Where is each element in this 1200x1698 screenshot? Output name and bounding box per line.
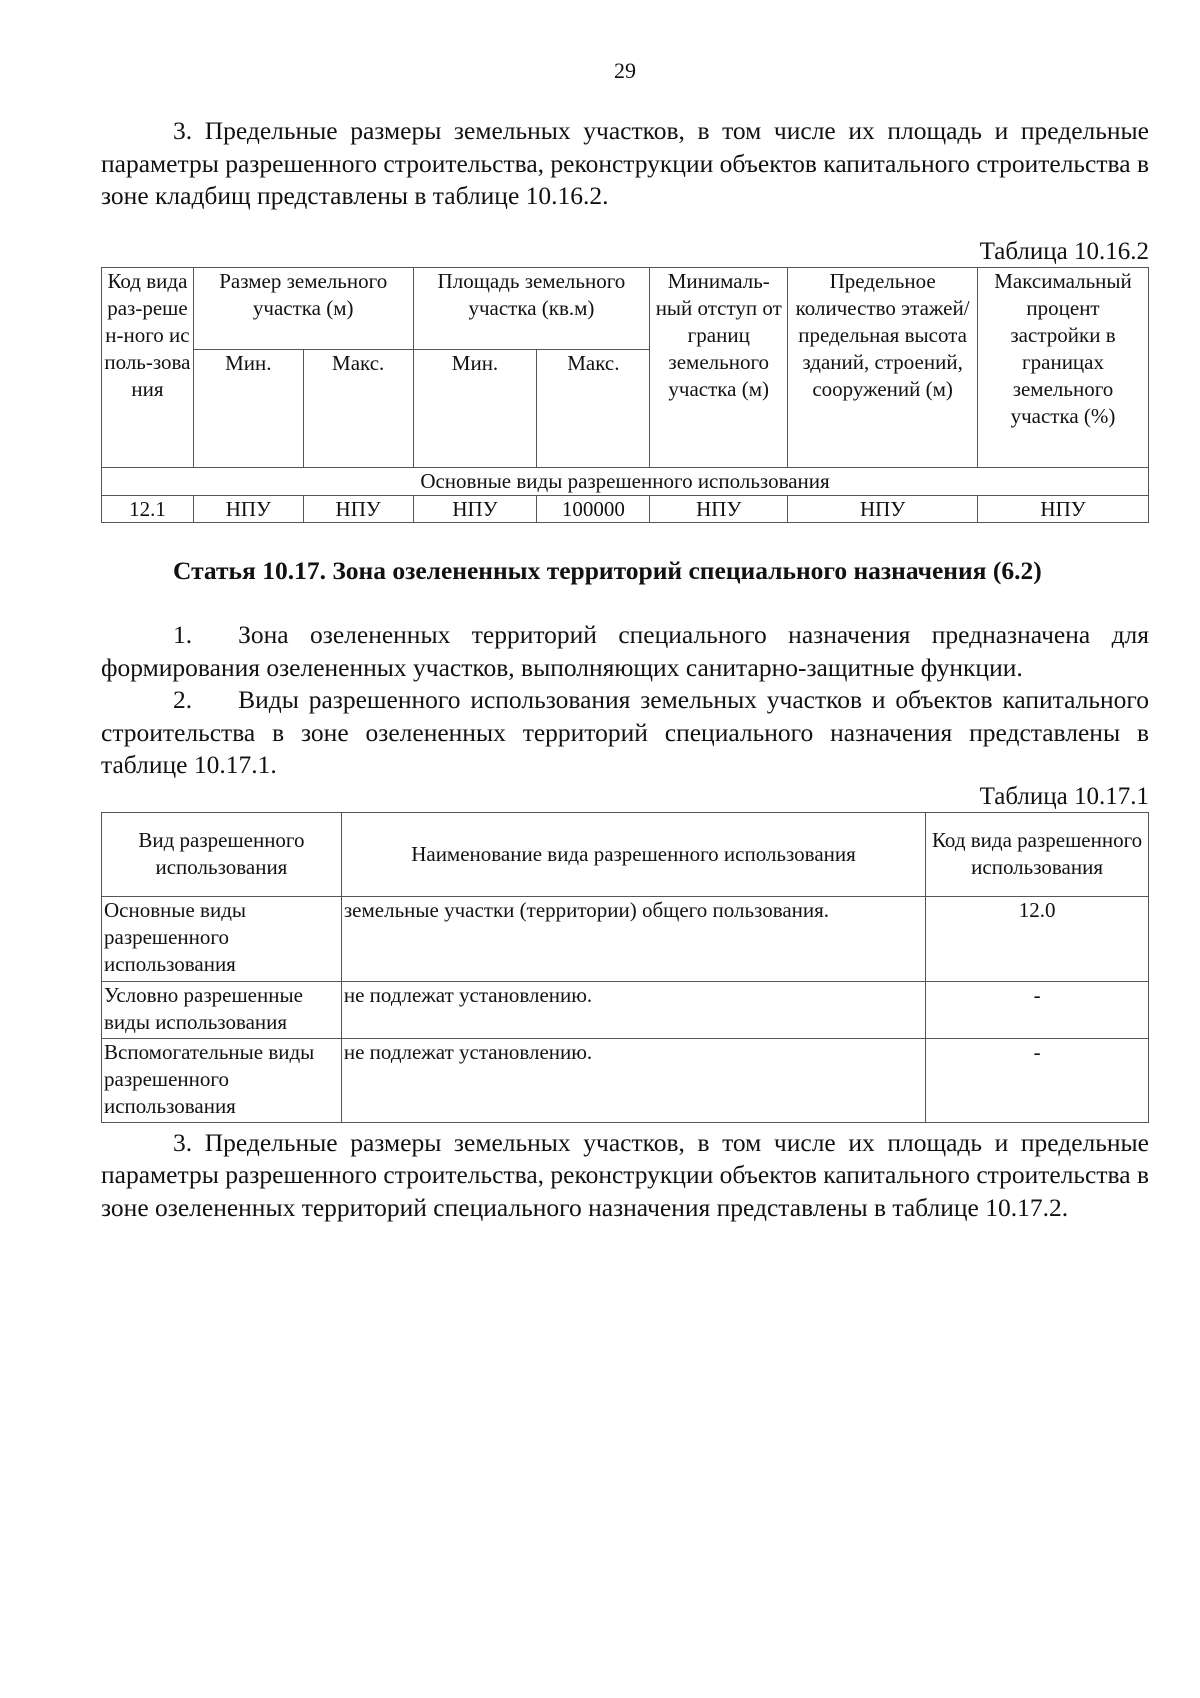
item-2 bbox=[101, 684, 1149, 782]
cell-area-min: НПУ bbox=[413, 495, 537, 522]
cell-code: 12.1 bbox=[102, 495, 194, 522]
item-1-number: 1. bbox=[173, 620, 193, 649]
header-size-max: Макс. bbox=[303, 349, 413, 467]
header-use-type: Вид разрешенного использования bbox=[102, 812, 342, 896]
paragraph-limits-green-zone: 3. Предельные размеры земельных участков, в том числе их площадь и предельные параметры разрешенного строительства, реконструкции объектов капитального строительства в зоне озелененных территорий специального назначения представлены в таблице 10.17.2. bbox=[101, 1127, 1149, 1222]
header-size-min: Мин. bbox=[193, 349, 303, 467]
cell-offset: НПУ bbox=[650, 495, 788, 522]
cell-floors: НПУ bbox=[788, 495, 978, 522]
paragraph-limits-cemetery: 3. Предельные размеры земельных участков, в том числе их площадь и предельные параметры разрешенного строительства, реконструкции объектов капитального строительства в зоне кладбищ представлены в таблице 10.16.2. bbox=[101, 116, 1149, 210]
cell-size-max: НПУ bbox=[303, 495, 413, 522]
cell-use-code: 12.0 bbox=[926, 896, 1149, 981]
cell-use-code: - bbox=[926, 981, 1149, 1038]
header-use-code: Код вида разрешенного использования bbox=[926, 812, 1149, 896]
table-row bbox=[102, 495, 1149, 522]
document-body bbox=[101, 115, 1149, 1224]
header-area-min: Мин. bbox=[413, 349, 537, 467]
cell-use-name: не подлежат установлению. bbox=[341, 981, 925, 1038]
cell-area-max: 100000 bbox=[537, 495, 650, 522]
item-1 bbox=[101, 619, 1149, 684]
table-10-17-1 bbox=[101, 812, 1149, 1123]
cell-percent: НПУ bbox=[978, 495, 1149, 522]
cell-size-min: НПУ bbox=[193, 495, 303, 522]
cell-use-type: Условно разрешенные виды использования bbox=[102, 981, 342, 1038]
cell-use-code: - bbox=[926, 1038, 1149, 1122]
table-caption-10-16-2: Таблица 10.16.2 bbox=[979, 237, 1149, 265]
article-heading: Статья 10.17. Зона озелененных территорий специального назначения (6.2) bbox=[173, 555, 1042, 585]
header-use-name: Наименование вида разрешенного использования bbox=[341, 812, 925, 896]
group-row-main-uses: Основные виды разрешенного использования bbox=[102, 467, 1149, 495]
header-plot-area: Площадь земельного участка (кв.м) bbox=[413, 267, 650, 349]
page-number: 29 bbox=[614, 58, 636, 83]
header-code: Код вида раз-решен-ного исполь-зования bbox=[102, 267, 194, 467]
header-max-percent: Максимальный процент застройки в границах земельного участка (%) bbox=[978, 267, 1149, 467]
cell-use-type: Вспомогательные виды разрешенного использования bbox=[102, 1038, 342, 1122]
table-row bbox=[102, 896, 1149, 981]
table-caption-10-17-1: Таблица 10.17.1 bbox=[979, 782, 1149, 810]
header-floors-height: Предельное количество этажей/ предельная высота зданий, строений, сооружений (м) bbox=[788, 267, 978, 467]
item-2-text: Виды разрешенного использования земельных участков и объектов капитального строительства в зоне озелененных территорий специального назначения представлены в таблице 10.17.1. bbox=[101, 685, 1149, 779]
table-10-16-2 bbox=[101, 267, 1149, 523]
cell-use-type: Основные виды разрешенного использования bbox=[102, 896, 342, 981]
table-row bbox=[102, 1038, 1149, 1122]
table-row bbox=[102, 981, 1149, 1038]
cell-use-name: не подлежат установлению. bbox=[341, 1038, 925, 1122]
item-2-number: 2. bbox=[173, 685, 193, 714]
cell-use-name: земельные участки (территории) общего пользования. bbox=[341, 896, 925, 981]
header-min-offset: Минималь-ный отступ от границ земельного участка (м) bbox=[650, 267, 788, 467]
header-plot-size: Размер земельного участка (м) bbox=[193, 267, 413, 349]
header-area-max: Макс. bbox=[537, 349, 650, 467]
item-1-text: Зона озелененных территорий специального назначения предназначена для формирования озелененных участков, выполняющих санитарно-защитные функции. bbox=[101, 620, 1149, 682]
